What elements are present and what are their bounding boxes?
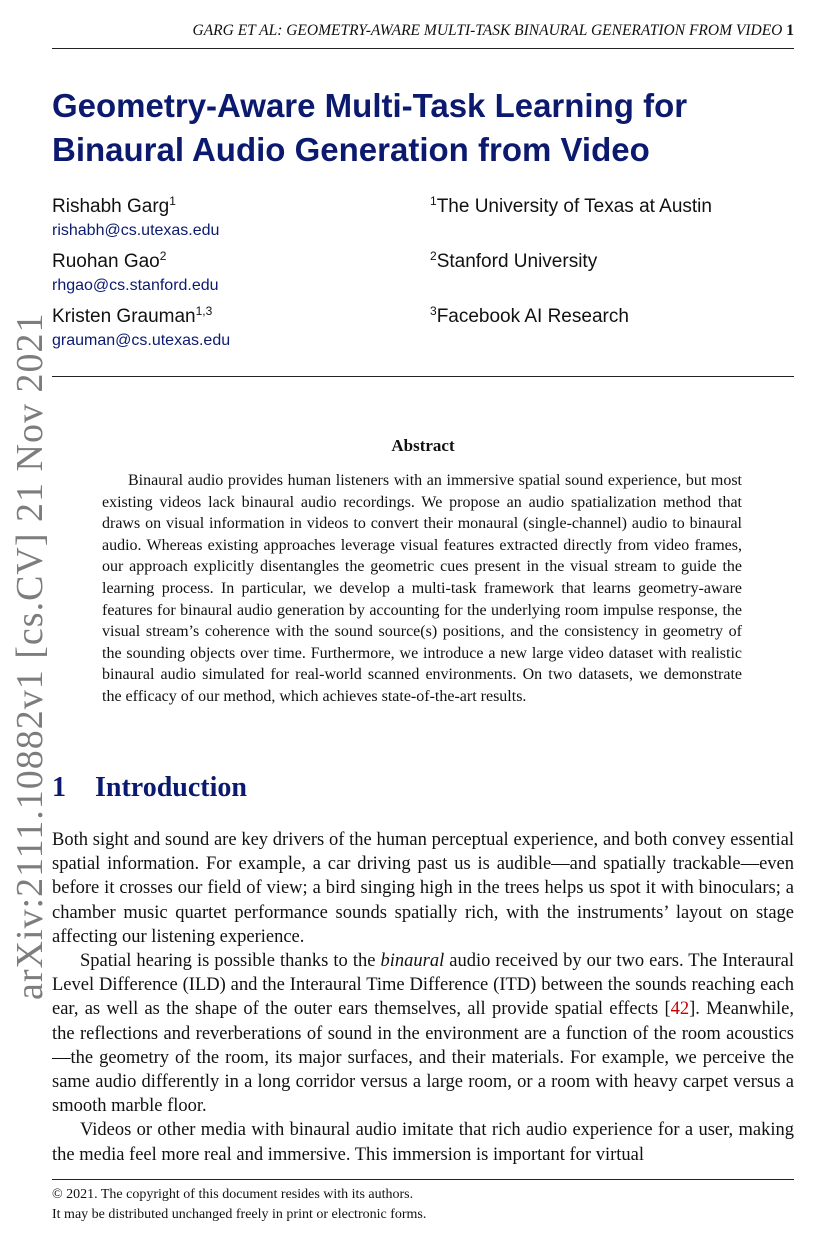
author-row <box>52 306 792 352</box>
author-name <box>52 196 176 218</box>
copyright-line-1: © 2021. The copyright of this document resides with its authors. <box>52 1187 414 1202</box>
author-name-text: Ruohan Gao <box>52 251 160 272</box>
page-number: 1 <box>786 22 794 39</box>
abstract-heading: Abstract <box>391 436 455 455</box>
arxiv-stamp-text: arXiv:2111.10882v1 [cs.CV] 21 Nov 2021 <box>9 312 51 1000</box>
section-heading <box>52 772 247 804</box>
affiliation-text: Facebook AI Research <box>436 306 629 327</box>
section-title-text: Introduction <box>95 772 247 803</box>
paper-title: Geometry-Aware Multi-Task Learning for Binaural Audio Generation from Video <box>52 87 688 168</box>
intro-p2-text: ]. Meanwhile, the reflections and reverberations of sound in the environment are a function of the room acoustics—the geometry of the room, its major surfaces, and their materials. For example, we perceive the same audio differently in a long corridor versus a large room, or a room with heavy carpet versus a smooth marble floor. <box>52 999 794 1117</box>
author-email[interactable]: grauman@cs.utexas.edu <box>52 332 231 349</box>
affiliation-text: Stanford University <box>436 251 598 272</box>
intro-paragraph-3: Videos or other media with binaural audio imitate that rich audio experience for a user, making the media feel more real and immersive. This immersion is important for virtual <box>52 1120 794 1165</box>
affiliation-text: The University of Texas at Austin <box>436 196 712 217</box>
affiliation-sup: 3 <box>430 304 437 318</box>
affiliation <box>430 251 597 273</box>
author-name <box>52 306 212 328</box>
affiliation <box>430 306 629 328</box>
author-name-text: Kristen Grauman <box>52 306 196 327</box>
running-head-text: GARG ET AL: GEOMETRY-AWARE MULTI-TASK BINAURAL GENERATION FROM VIDEO <box>192 22 783 39</box>
intro-p2-emphasis: binaural <box>380 951 445 972</box>
author-name-text: Rishabh Garg <box>52 196 170 217</box>
author-name <box>52 251 166 273</box>
header-divider <box>52 376 794 377</box>
intro-p2-text: audio received by our two ears. The Interaural Level Difference (ILD) and the Interaural Time Difference (ITD) between the sounds reaching each ear, as well as the shape of the outer ears themselves, all provide spatial effects [ <box>52 951 795 1020</box>
running-head <box>52 22 794 49</box>
author-row <box>52 251 792 305</box>
affiliation-sup: 1 <box>430 194 437 208</box>
intro-paragraph-2 <box>52 949 794 1118</box>
author-sup: 1,3 <box>195 304 213 318</box>
author-email[interactable]: rhgao@cs.stanford.edu <box>52 277 219 294</box>
footer-divider <box>52 1179 794 1180</box>
copyright-footer <box>52 1185 426 1225</box>
author-row <box>52 196 792 250</box>
author-sup: 2 <box>159 249 167 263</box>
intro-p2-text: Spatial hearing is possible thanks to the <box>80 951 381 972</box>
author-sup: 1 <box>169 194 176 208</box>
copyright-line-2: It may be distributed unchanged freely in print or electronic forms. <box>52 1207 427 1222</box>
affiliation <box>430 196 712 218</box>
author-email[interactable]: rishabh@cs.utexas.edu <box>52 222 220 239</box>
abstract-text: Binaural audio provides human listeners with an immersive spatial sound experience, but most existing videos lack binaural audio recordings. We propose an audio spatialization method that draws on visual information in videos to convert their monaural (single-channel) audio to binaural audio. Whereas existing approaches leverage visual features extracted directly from video frames, our approach explicitly disentangles the geometric cues present in the visual stream to guide the learning process. In particular, we develop a multi-task framework that learns geometry-aware features for binaural audio generation by accounting for the underlying room impulse response, the visual stream’s coherence with the sound source(s) positions, and the consistency in geometry of the sounding objects over time. Furthermore, we introduce a new large video dataset with realistic binaural audio simulated for real-world scanned environments. On two datasets, we demonstrate the efficacy of our method, which achieves state-of-the-art results. <box>102 472 742 705</box>
citation-link[interactable]: 42 <box>670 999 690 1020</box>
introduction-body <box>52 828 794 1167</box>
affiliation-sup: 2 <box>430 249 437 263</box>
intro-paragraph-1: Both sight and sound are key drivers of the human perceptual experience, and both convey essential spatial information. For example, a car driving past us is audible—and spatially trackable—even before it crosses our field of view; a bird singing high in the trees helps us spot it with binoculars; a chamber music quartet performance sounds spatially rich, with the instruments’ layout on stage affecting our listening experience. <box>52 830 794 947</box>
author-block <box>52 196 792 352</box>
section-number: 1 <box>52 772 66 803</box>
